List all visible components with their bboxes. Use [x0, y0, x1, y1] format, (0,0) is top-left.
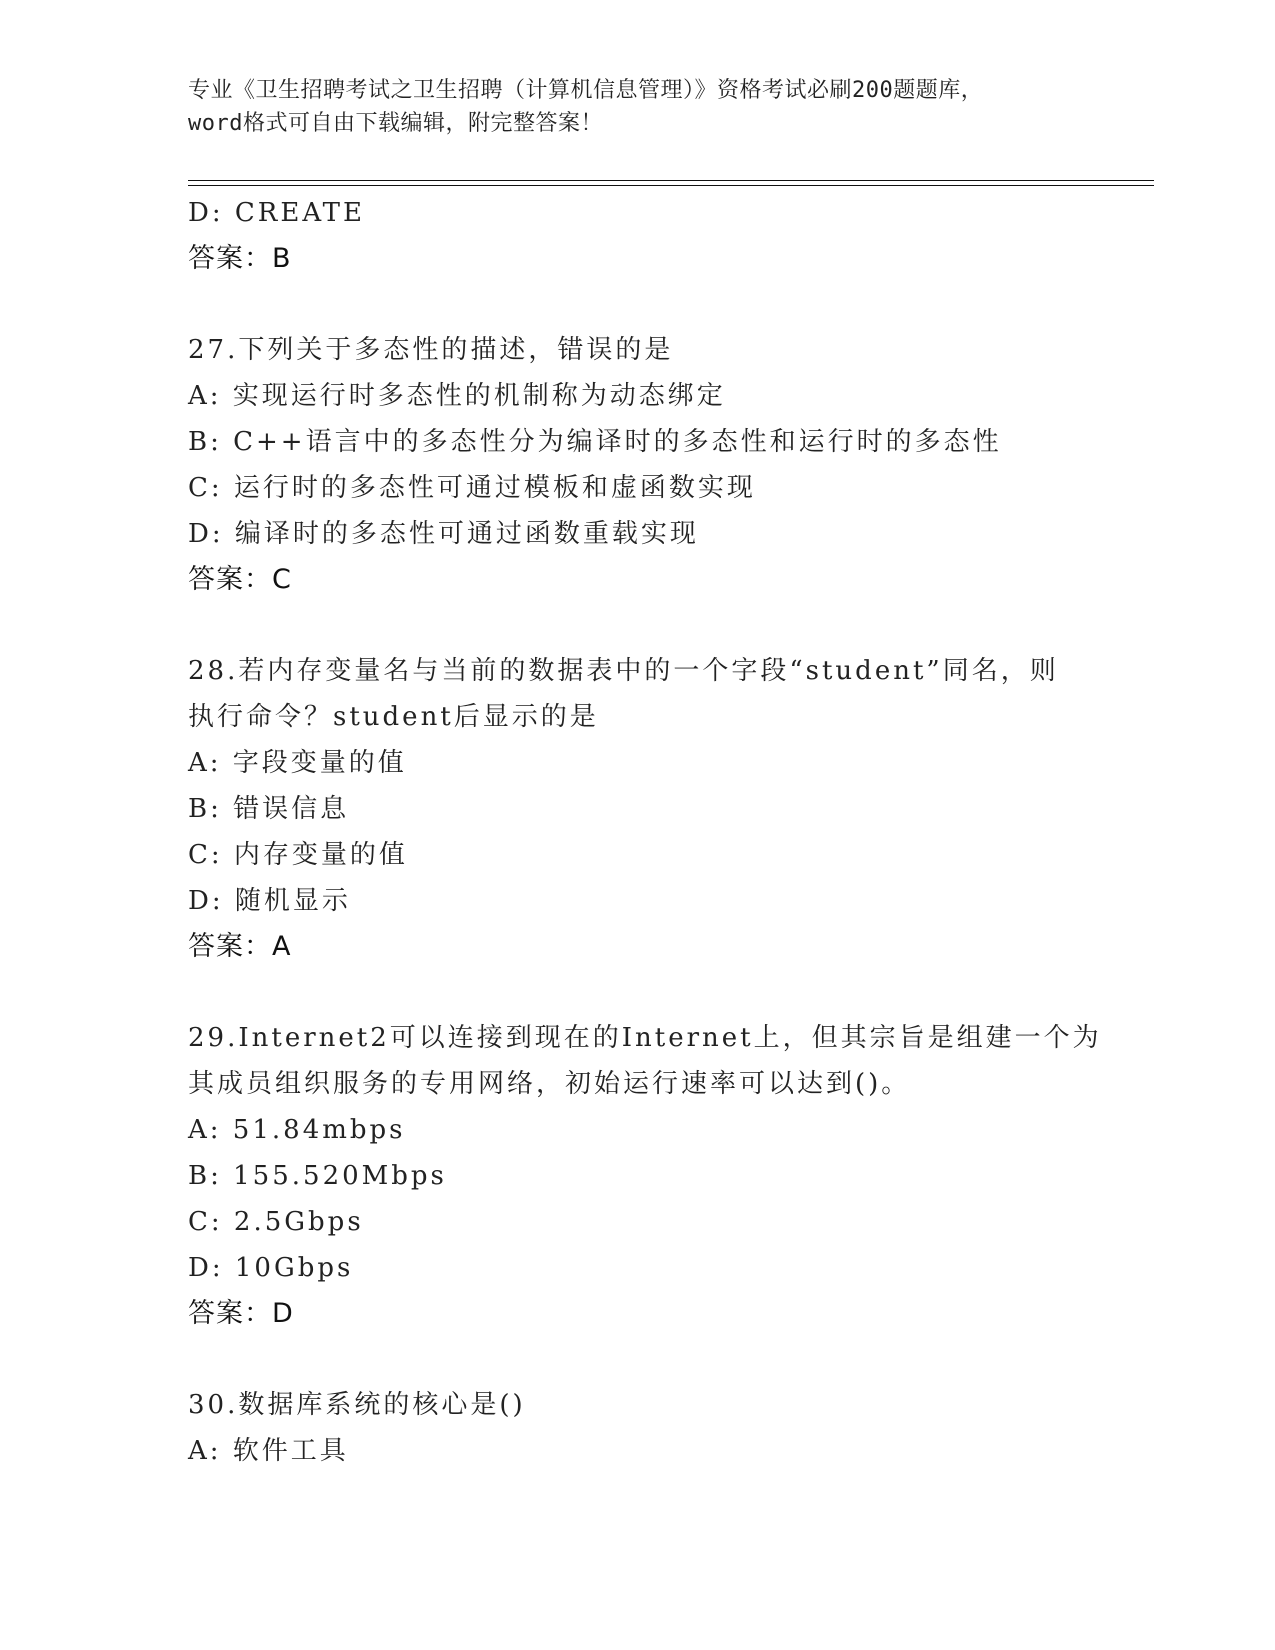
- question-stem: 28.若内存变量名与当前的数据表中的一个字段“student”同名，则: [188, 656, 1059, 686]
- option-d: D: 编译时的多态性可通过函数重载实现: [188, 519, 699, 549]
- header-rule-top: [188, 180, 1154, 181]
- spacer: [188, 1337, 1148, 1382]
- question-block-30: [188, 1382, 1148, 1474]
- option-c: C: 内存变量的值: [188, 840, 408, 870]
- question-block-27: [188, 327, 1148, 603]
- question-block-29: [188, 1015, 1148, 1337]
- option-d: D: CREATE: [188, 198, 365, 228]
- option-b: B: 155.520Mbps: [188, 1161, 447, 1191]
- option-a: A: 51.84mbps: [188, 1115, 406, 1145]
- spacer: [188, 282, 1148, 327]
- option-a: A: 实现运行时多态性的机制称为动态绑定: [188, 381, 726, 411]
- header-rule-bottom: [188, 185, 1154, 186]
- question-stem: 27.下列关于多态性的描述，错误的是: [188, 335, 674, 365]
- answer-line: 答案：A: [188, 931, 292, 962]
- option-b: B: C++语言中的多态性分为编译时的多态性和运行时的多态性: [188, 427, 1002, 457]
- question-content: [188, 190, 1148, 1474]
- option-c: C: 运行时的多态性可通过模板和虚函数实现: [188, 473, 756, 503]
- answer-line: 答案：D: [188, 1298, 294, 1329]
- question-stem: 29.Internet2可以连接到现在的Internet上，但其宗旨是组建一个为: [188, 1023, 1102, 1053]
- option-d: D: 随机显示: [188, 886, 351, 916]
- header-line-1: 专业《卫生招聘考试之卫生招聘（计算机信息管理）》资格考试必刷200题题库，: [188, 78, 984, 103]
- document-header: [188, 74, 1088, 140]
- answer-line: 答案：B: [188, 243, 292, 274]
- question-stem-continued: 其成员组织服务的专用网络，初始运行速率可以达到()。: [188, 1069, 911, 1099]
- question-stem: 30.数据库系统的核心是(): [188, 1390, 526, 1420]
- spacer: [188, 603, 1148, 648]
- option-a: A: 字段变量的值: [188, 748, 407, 778]
- question-stem-continued: 执行命令？student后显示的是: [188, 702, 599, 732]
- header-line-2: word格式可自由下载编辑，附完整答案！: [188, 111, 603, 136]
- option-b: B: 错误信息: [188, 794, 350, 824]
- option-c: C: 2.5Gbps: [188, 1207, 364, 1237]
- option-a: A: 软件工具: [188, 1436, 349, 1466]
- option-d: D: 10Gbps: [188, 1253, 354, 1283]
- answer-line: 答案：C: [188, 564, 292, 595]
- spacer: [188, 970, 1148, 1015]
- question-block-28: [188, 648, 1148, 970]
